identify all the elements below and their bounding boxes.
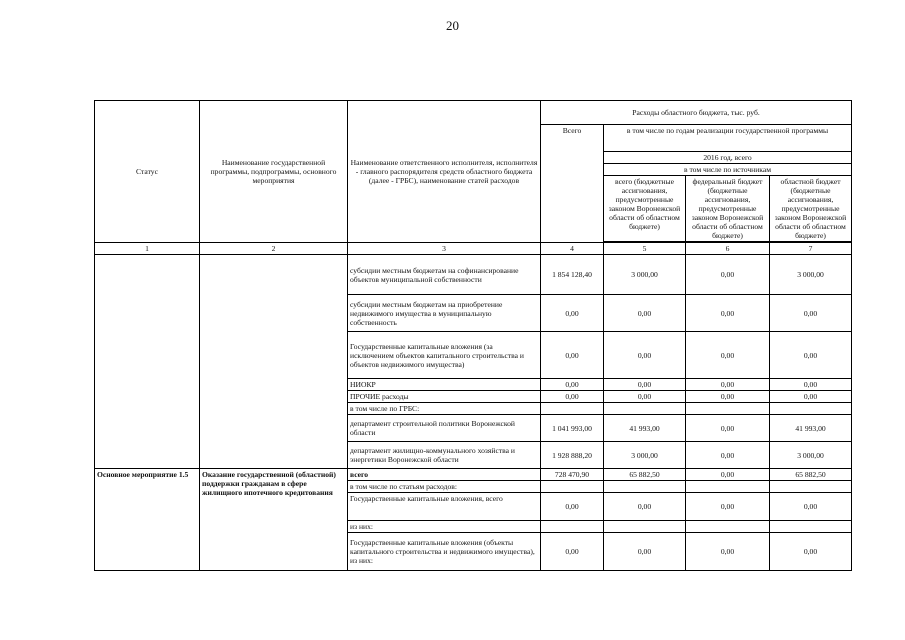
value-regional [770, 403, 852, 415]
value-2016-total: 0,00 [604, 332, 686, 379]
header-program-name: Наименование государственной программы, подпрограммы, основного мероприятия [200, 101, 348, 243]
value-regional: 0,00 [770, 493, 852, 521]
header-expenses-title: Расходы областного бюджета, тыс. руб. [541, 101, 852, 125]
column-number: 7 [770, 243, 852, 255]
value-federal: 0,00 [686, 469, 770, 481]
status-cell-empty [95, 255, 200, 469]
program-cell-empty [200, 255, 348, 469]
value-federal: 0,00 [686, 493, 770, 521]
value-total: 728 470,90 [541, 469, 604, 481]
value-total: 0,00 [541, 391, 604, 403]
value-2016-total: 65 882,50 [604, 469, 686, 481]
value-total [541, 521, 604, 533]
value-2016-total: 0,00 [604, 295, 686, 332]
expense-item-label: из них: [348, 521, 541, 533]
value-regional [770, 481, 852, 493]
value-2016-total [604, 403, 686, 415]
header-by-sources: в том числе по источникам [604, 164, 852, 176]
value-regional [770, 521, 852, 533]
column-number: 3 [348, 243, 541, 255]
value-federal: 0,00 [686, 442, 770, 469]
value-total: 1 928 888,20 [541, 442, 604, 469]
value-federal: 0,00 [686, 533, 770, 571]
value-2016-total [604, 521, 686, 533]
expense-item-label: Государственные капитальные вложения (за исключением объектов капитального строительства и объектов недвижимого имущества) [348, 332, 541, 379]
header-src-federal: федеральный бюджет (бюджетные ассигнования, предусмотренные законом Воронежской области об областном бюджете) [686, 176, 770, 242]
value-federal: 0,00 [686, 379, 770, 391]
header-total: Всего [541, 125, 604, 243]
value-federal: 0,00 [686, 415, 770, 442]
value-total: 1 041 993,00 [541, 415, 604, 442]
header-src-total: всего (бюджетные ассигнования, предусмотренные законом Воронежской области об областном бюджете) [604, 176, 686, 242]
column-number: 5 [604, 243, 686, 255]
value-regional: 0,00 [770, 533, 852, 571]
column-number: 6 [686, 243, 770, 255]
value-federal: 0,00 [686, 391, 770, 403]
expense-item-label: ПРОЧИЕ расходы [348, 391, 541, 403]
value-federal: 0,00 [686, 295, 770, 332]
expense-item-label: субсидии местным бюджетам на приобретение недвижимого имущества в муниципальную собственность [348, 295, 541, 332]
value-federal [686, 403, 770, 415]
value-total: 0,00 [541, 533, 604, 571]
value-regional: 0,00 [770, 379, 852, 391]
value-2016-total [604, 481, 686, 493]
column-number: 2 [200, 243, 348, 255]
value-2016-total: 0,00 [604, 493, 686, 521]
value-2016-total: 0,00 [604, 533, 686, 571]
value-2016-total: 41 993,00 [604, 415, 686, 442]
value-total [541, 403, 604, 415]
value-federal [686, 521, 770, 533]
value-total: 0,00 [541, 332, 604, 379]
header-src-regional: областной бюджет (бюджетные ассигнования, предусмотренные законом Воронежской области об областном бюджете) [770, 176, 852, 242]
expense-item-label: в том числе по ГРБС: [348, 403, 541, 415]
value-regional: 3 000,00 [770, 255, 852, 295]
expense-item-label: департамент жилищно-коммунального хозяйства и энергетики Воронежской области [348, 442, 541, 469]
expenses-table [94, 100, 852, 571]
main-activity-name: Оказание государственной (областной) поддержки гражданам в сфере жилищного ипотечного кредитования [200, 469, 348, 571]
value-regional: 0,00 [770, 332, 852, 379]
expense-item-label: субсидии местным бюджетам на софинансирование объектов муниципальной собственности [348, 255, 541, 295]
expense-item-label: Государственные капитальные вложения (объекты капитального строительства и недвижимого имущества), из них: [348, 533, 541, 571]
header-by-years: в том числе по годам реализации государственной программы [604, 125, 852, 152]
value-total [541, 481, 604, 493]
value-total: 0,00 [541, 295, 604, 332]
value-regional: 41 993,00 [770, 415, 852, 442]
page-number: 20 [446, 18, 459, 33]
value-regional: 3 000,00 [770, 442, 852, 469]
value-regional: 65 882,50 [770, 469, 852, 481]
header-executor-name: Наименование ответственного исполнителя, исполнителя - главного распорядителя средств областного бюджета (далее - ГРБС), наименование статей расходов [348, 101, 541, 243]
value-federal [686, 481, 770, 493]
value-total: 0,00 [541, 379, 604, 391]
expense-item-label: департамент строительной политики Воронежской области [348, 415, 541, 442]
value-federal: 0,00 [686, 255, 770, 295]
expense-item-label: НИОКР [348, 379, 541, 391]
value-2016-total: 0,00 [604, 379, 686, 391]
header-year-2016: 2016 год, всего [604, 152, 852, 164]
value-federal: 0,00 [686, 332, 770, 379]
value-2016-total: 3 000,00 [604, 442, 686, 469]
expense-item-label: Государственные капитальные вложения, всего [348, 493, 541, 521]
expense-item-label: всего [348, 469, 541, 481]
header-status: Статус [95, 101, 200, 243]
status-main-activity: Основное мероприятие 1.5 [95, 469, 200, 571]
column-number: 4 [541, 243, 604, 255]
value-total: 0,00 [541, 493, 604, 521]
value-2016-total: 0,00 [604, 391, 686, 403]
value-total: 1 854 128,40 [541, 255, 604, 295]
expense-item-label: в том числе по статьям расходов: [348, 481, 541, 493]
value-2016-total: 3 000,00 [604, 255, 686, 295]
value-regional: 0,00 [770, 391, 852, 403]
value-regional: 0,00 [770, 295, 852, 332]
column-number: 1 [95, 243, 200, 255]
